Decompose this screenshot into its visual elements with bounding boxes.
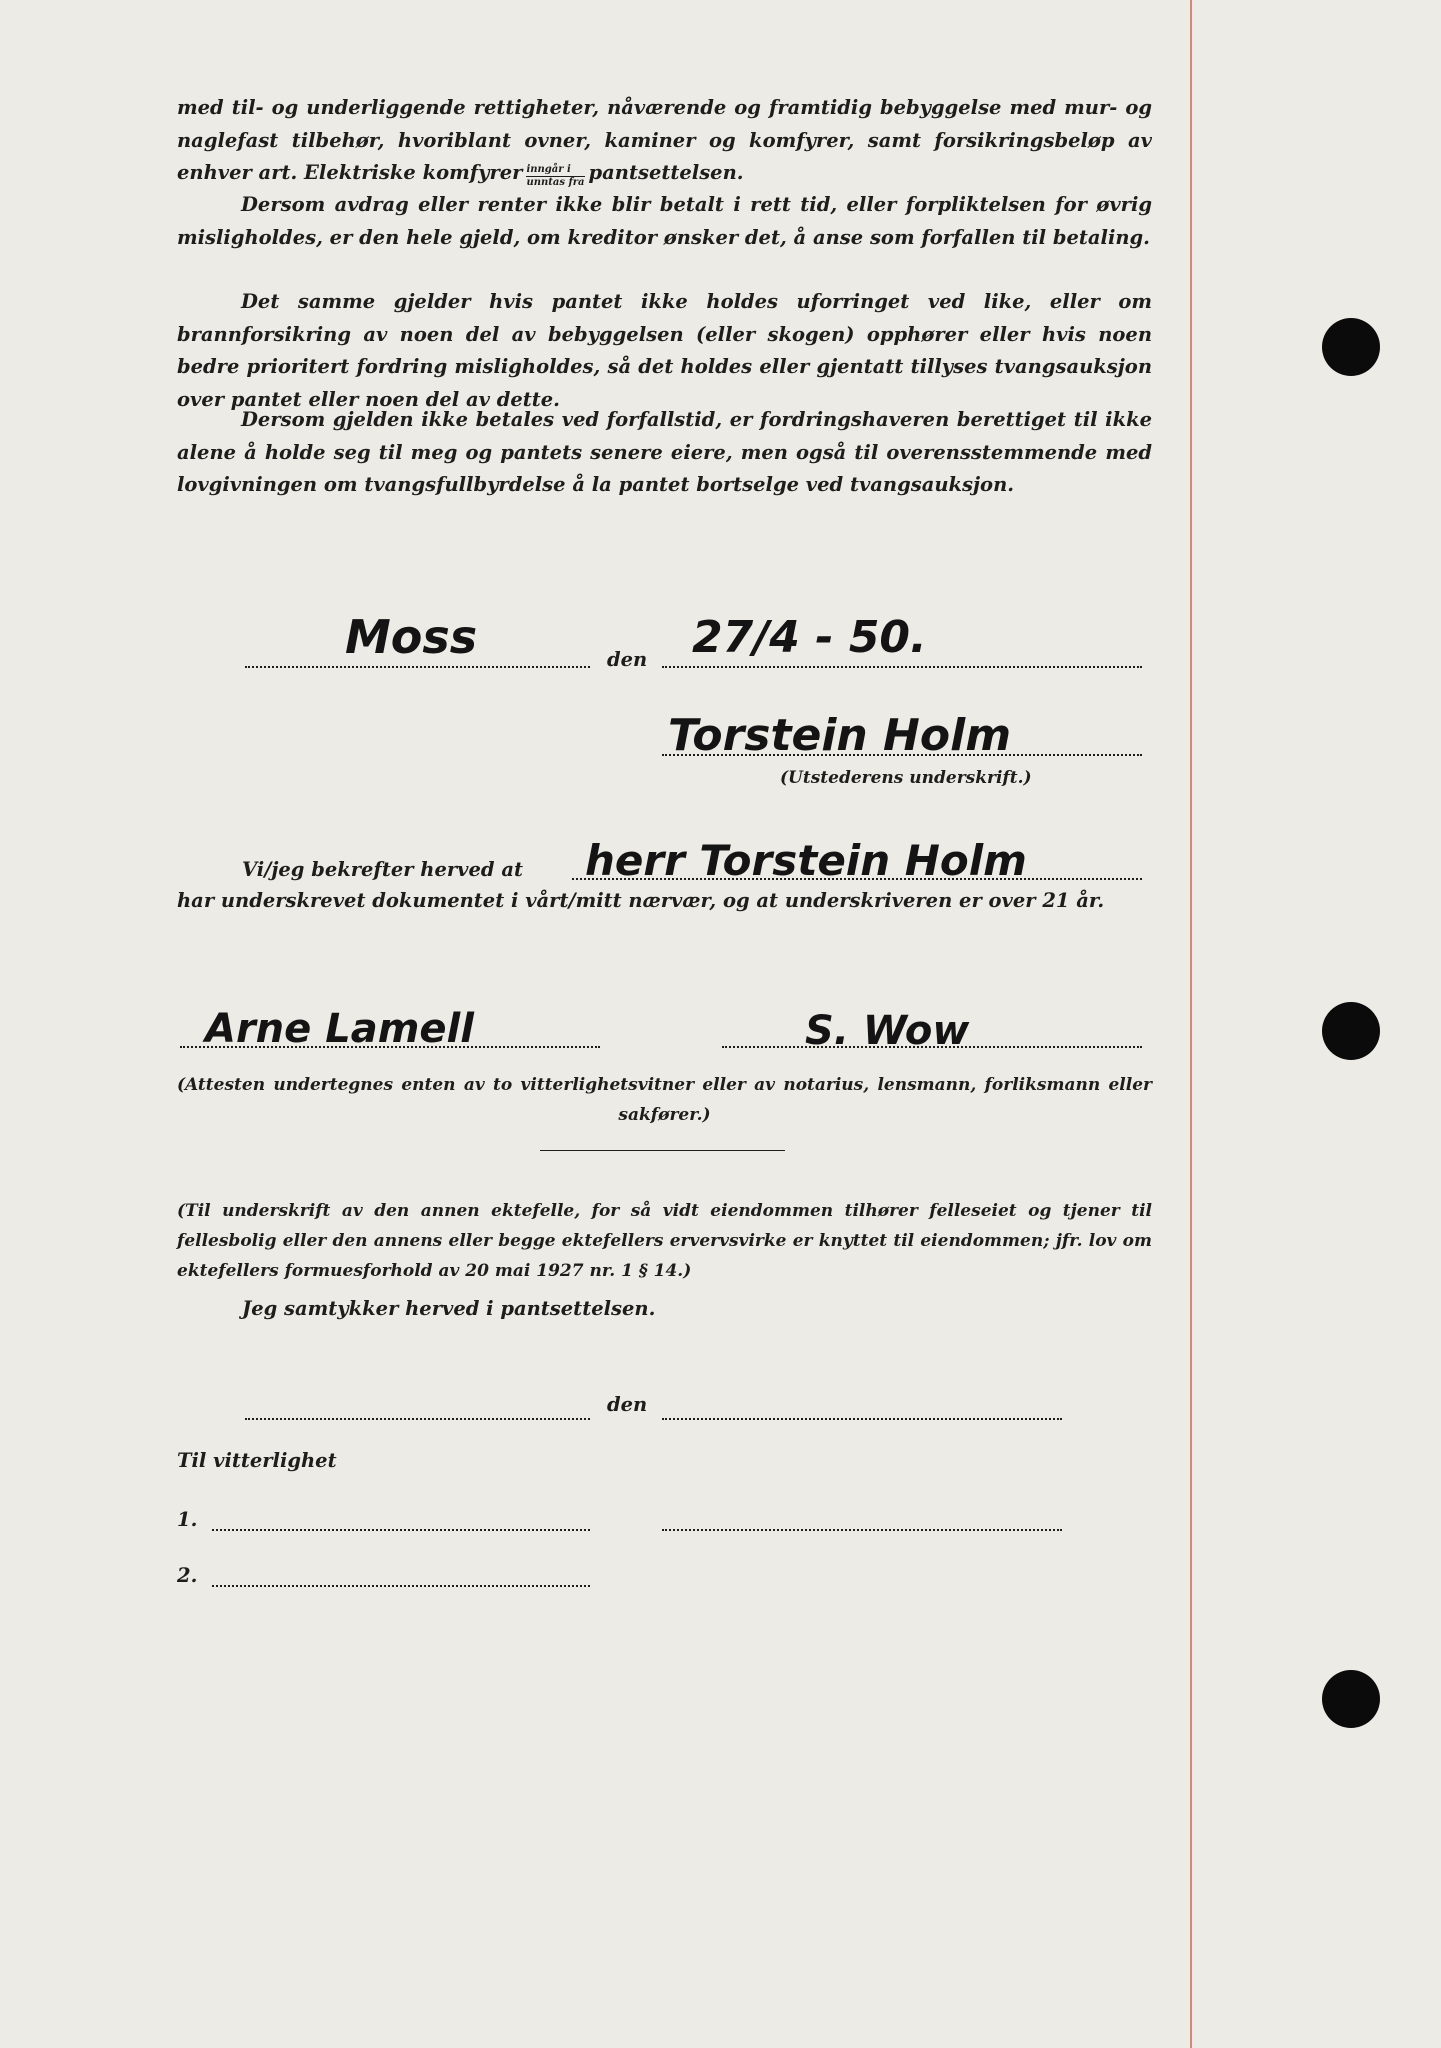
clause-rights-end: pantsettelsen. xyxy=(588,161,744,184)
clause-rights-text: med til- og underliggende rettigheter, nåværende og framtidig bebyggelse med mur- og naglefast tilbehør, hvoriblant ovner, kaminer og komfyrer, samt forsikringsbeløp av enhver art. Elektriske komfyrer xyxy=(177,96,1152,184)
date-line xyxy=(662,666,1142,668)
attestation-lead: Vi/jeg bekrefter herved at xyxy=(242,858,523,881)
consent-date-line xyxy=(662,1418,1062,1420)
clause-maintenance: Det samme gjelder hvis pantet ikke holdes uforringet ved like, eller om brannforsikring av noen del av bebyggelsen (eller skogen) opphører eller hvis noen bedre prioritert fordring misligholdes, så det holdes eller gjentatt tillyses tvangsauksjon over pantet eller noen del av dette. xyxy=(177,290,1152,411)
spouse-note: (Til underskrift av den annen ektefelle, for så vidt eiendommen tilhører felleseiet og tjener til fellesbolig eller den annens eller begge ektefellers ervervsvirke er knyttet til eiendommen; jfr. lov om ektefellers formuesforhold av 20 mai 1927 nr. 1 § 14.) xyxy=(177,1201,1152,1281)
date-handwritten: 27/4 - 50. xyxy=(692,612,927,663)
witness-line-1 xyxy=(180,1046,600,1048)
consent-text: Jeg samtykker herved i pantsettelsen. xyxy=(242,1297,656,1320)
witness-line-2 xyxy=(722,1046,1142,1048)
attestation-note: (Attesten undertegnes enten av to vitterlighetsvitner eller av notarius, lensmann, forliksmann eller sakfører.) xyxy=(177,1075,1152,1125)
margin-line xyxy=(1190,0,1192,2048)
consent-place-line xyxy=(245,1418,590,1420)
spouse-witness-line-1a xyxy=(212,1529,590,1531)
witness-signature-2: S. Wow xyxy=(805,1008,970,1054)
punch-hole xyxy=(1322,1002,1380,1060)
attested-name-line xyxy=(572,878,1142,880)
separator-rule xyxy=(540,1150,785,1151)
den-label: den xyxy=(607,648,648,671)
fraction-bottom: unntas fra xyxy=(526,177,585,188)
witness-signature-1: Arne Lamell xyxy=(205,1006,474,1052)
issuer-signature-caption: (Utstederens underskrift.) xyxy=(780,768,1032,788)
clause-foreclosure: Dersom gjelden ikke betales ved forfallstid, er fordringshaveren berettiget til ikke alene å holde seg til meg og pantets senere eiere, men også til overensstemmende med lovgivningen om tvangsfullbyrdelse å la pantet bortselge ved tvangsauksjon. xyxy=(177,408,1152,496)
clause-rights xyxy=(177,92,1152,190)
place-handwritten: Moss xyxy=(345,610,478,664)
spouse-witness-line-1b xyxy=(662,1529,1062,1531)
issuer-signature: Torstein Holm xyxy=(668,710,1012,761)
attested-name: herr Torstein Holm xyxy=(585,836,1027,885)
clause-default: Dersom avdrag eller renter ikke blir betalt i rett tid, eller forpliktelsen for øvrig misligholdes, er den hele gjeld, om kreditor ønsker det, å anse som forfallen til betaling. xyxy=(177,193,1152,249)
witness-heading: Til vitterlighet xyxy=(177,1449,337,1472)
witness-number-2: 2. xyxy=(177,1564,198,1587)
punch-hole xyxy=(1322,318,1380,376)
fraction-choice xyxy=(526,164,584,189)
witness-number-1: 1. xyxy=(177,1508,198,1531)
attestation-text: har underskrevet dokumentet i vårt/mitt nærvær, og at underskriveren er over 21 år. xyxy=(177,889,1105,912)
punch-hole xyxy=(1322,1670,1380,1728)
spouse-witness-line-2a xyxy=(212,1585,590,1587)
consent-den-label: den xyxy=(607,1393,648,1416)
issuer-signature-line xyxy=(662,754,1142,756)
fraction-top: inngår i xyxy=(526,164,584,177)
place-line xyxy=(245,666,590,668)
